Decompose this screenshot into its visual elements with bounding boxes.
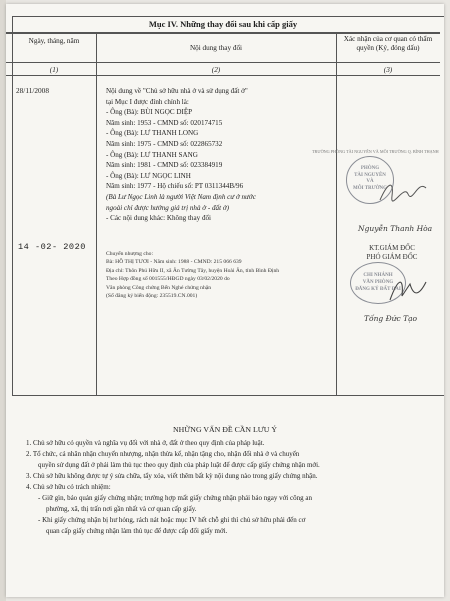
entry1-line: - Ông (Bà): BÙI NGỌC DIỆP (106, 108, 193, 117)
entry2-line: (Số đăng ký biến động: 235519.CN.001) (106, 293, 198, 300)
entry1-line: Năm sinh: 1975 - CMND số: 022865732 (106, 139, 223, 148)
row-divider-header (6, 62, 440, 63)
row-divider-title (6, 33, 440, 34)
note-subitem-continued: phường, xã, thị trấn nơi gần nhất và cơ quan cấp giấy. (46, 505, 197, 513)
entry2-line: Địa chỉ: Thôn Phú Hữu II, xã Ân Tường Tây, huyện Hoài Ân, tỉnh Bình Định (106, 267, 280, 274)
entry2-line: Theo Hợp đồng số 001555/HĐGD ngày 03/02/2020 do (106, 276, 230, 283)
entry1-official-seal: PHÒNG TÀI NGUYÊN VÀ MÔI TRƯỜNG (346, 156, 394, 204)
entry2-transfer-stamp (106, 250, 326, 300)
entry2-line: Chuyển nhượng cho: (106, 251, 154, 257)
entry1-line: (Bà Lư Ngọc Linh là người Việt Nam định cư ở nước (106, 192, 256, 201)
note-subitem: - Khi giấy chứng nhận bị hư hỏng, rách nát hoặc mục IV hết chỗ ghi thì chủ sở hữu phải đến cơ (38, 516, 306, 524)
note-subitem: - Giữ gìn, bảo quản giấy chứng nhận; trường hợp mất giấy chứng nhận phải báo ngay với công an (38, 494, 312, 502)
entry1-line: - Các nội dung khác: Không thay đổi (106, 214, 212, 223)
entry2-line: Văn phòng Công chứng Bến Nghé chứng nhận (106, 284, 212, 291)
notes-title: NHỮNG VẤN ĐỀ CẦN LƯU Ý (173, 425, 277, 434)
entry1-line: - Ông (Bà): LƯ NGỌC LINH (106, 171, 191, 180)
entry1-line: ngoài chỉ được hưởng giá trị nhà ở - đất ở) (106, 203, 229, 212)
note-item: 4. Chủ sở hữu có trách nhiệm: (26, 483, 111, 491)
header-confirmation: Xác nhận của cơ quan có thẩm quyền (Ký, đóng dấu) (343, 35, 433, 52)
entry2-signature (386, 274, 430, 306)
entry2-signer-name: Tống Đức Tạo (364, 314, 418, 323)
header-date: Ngày, tháng, năm (28, 37, 80, 45)
entry1-signer-name: Nguyễn Thanh Hòa (358, 224, 433, 233)
entry1-line: Năm sinh: 1953 - CMND số: 020174715 (106, 118, 223, 127)
entry1-line: - Ông (Bà): LƯ THANH LONG (106, 129, 199, 138)
col-number-3: (3) (383, 66, 393, 74)
entry1-seal-caption: TRƯỜNG PHÒNG TÀI NGUYÊN VÀ MÔI TRƯỜNG Q. BÌNH THẠNH (312, 149, 439, 154)
entry1-line: Năm sinh: 1977 - Hộ chiếu số: PT 0311344B/96 (106, 182, 244, 191)
section-title: Mục IV. Những thay đổi sau khi cấp giấy (6, 16, 440, 33)
entry2-authority: KT.GIÁM ĐỐC PHÓ GIÁM ĐỐC (366, 244, 418, 261)
entry1-line: Năm sinh: 1981 - CMND số: 023384919 (106, 161, 223, 170)
entry2-date-stamp: 14 -02- 2020 (18, 242, 86, 252)
entry2-official-seal: CHI NHÁNH VĂN PHÒNG ĐĂNG KÝ ĐẤT ĐAI (350, 262, 406, 304)
notes-list (26, 438, 426, 537)
col-divider-2 (336, 33, 337, 396)
entry1-date: 28/11/2008 (16, 86, 49, 95)
entry1-signature (378, 176, 428, 206)
entry1-line: Nội dung về "Chủ sở hữu nhà ở và sử dụng đất ở" (106, 87, 248, 95)
row-divider-numbers (6, 75, 440, 76)
col-number-2: (2) (211, 66, 221, 74)
certificate-page (6, 4, 444, 597)
note-item-continued: quyền sử dụng đất ở phải làm thủ tục theo quy định của pháp luật để được cấp giấy chứng nhận mới. (38, 461, 320, 469)
col-number-1: (1) (49, 66, 59, 74)
entry1-content (106, 86, 336, 224)
entry2-line: Bà: HỒ THỊ TƯƠI - Năm sinh: 1988 - CMND: 215 066 639 (106, 259, 242, 266)
note-item: 2. Tổ chức, cá nhân nhận chuyển nhượng, nhận thừa kế, nhận tặng cho, nhận đổi nhà ở và chuyển (26, 450, 300, 458)
note-item: 1. Chủ sở hữu có quyền và nghĩa vụ đối với nhà ở, đất ở theo quy định của pháp luật. (26, 439, 265, 447)
note-subitem-continued: quan cấp giấy chứng nhận làm thủ tục để được cấp đổi giấy mới. (46, 527, 228, 535)
col-divider-1 (96, 33, 97, 396)
header-content: Nội dung thay đổi (189, 44, 243, 52)
note-item: 3. Chủ sở hữu không được tự ý sửa chữa, tẩy xóa, viết thêm bất kỳ nội dung nào trong giấy chứng nhận. (26, 472, 318, 480)
entry1-line: tại Mục I được đính chính là: (106, 97, 189, 106)
entry1-line: - Ông (Bà): LƯ THANH SANG (106, 150, 198, 159)
